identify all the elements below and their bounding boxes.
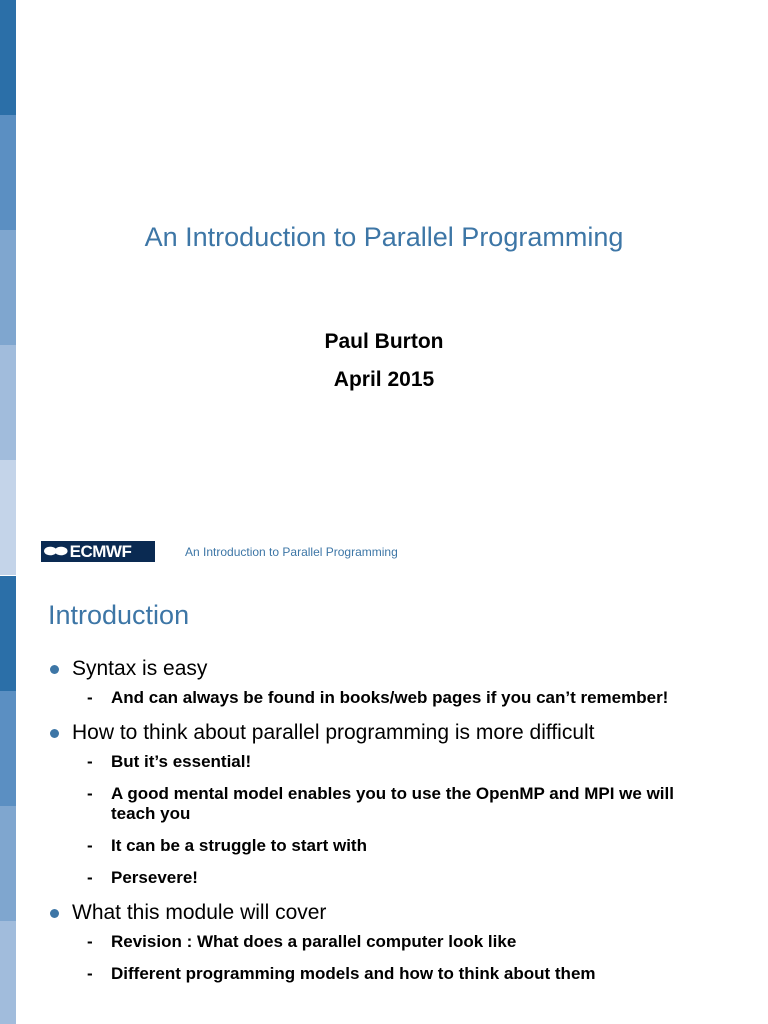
side-bar-segment	[0, 345, 16, 460]
side-bar-segment	[0, 921, 16, 1024]
dash-icon: -	[87, 752, 93, 771]
bullet-item	[48, 656, 748, 708]
dash-icon: -	[87, 964, 93, 983]
dash-icon: -	[87, 688, 93, 707]
logo-text: ECMWF	[69, 541, 132, 561]
sub-bullet-list	[72, 932, 748, 984]
side-bar-segment	[0, 691, 16, 806]
slide-title: An Introduction to Parallel Programming	[144, 222, 624, 252]
side-bar-segment	[0, 806, 16, 921]
bullet-text: Syntax is easy	[72, 657, 208, 680]
bullet-dot-icon	[50, 665, 59, 674]
side-bar-segment	[0, 576, 16, 691]
sub-bullet-item	[72, 752, 721, 772]
side-color-bar	[0, 0, 16, 576]
sub-bullet-text: Different programming models and how to think about them	[111, 964, 596, 983]
side-bar-segment	[0, 460, 16, 575]
sub-bullet-item	[72, 688, 721, 708]
sub-bullet-item	[72, 868, 721, 888]
sub-bullet-text: A good mental model enables you to use the OpenMP and MPI we will teach you	[111, 784, 674, 823]
sub-bullet-text: Persevere!	[111, 868, 198, 887]
bullet-item	[48, 900, 748, 984]
presentation-date: April 2015	[333, 368, 435, 391]
sub-bullet-list	[72, 688, 748, 708]
bullet-item	[48, 720, 748, 888]
side-color-bar	[0, 576, 16, 1024]
logo-mark-icon: ⬬⬬	[44, 543, 66, 560]
bullet-dot-icon	[50, 729, 59, 738]
bullet-text: How to think about parallel programming is more difficult	[72, 721, 595, 744]
sub-bullet-item	[72, 836, 721, 856]
sub-bullet-list	[72, 752, 748, 888]
sub-bullet-item	[72, 932, 721, 952]
side-bar-segment	[0, 115, 16, 230]
bullet-dot-icon	[50, 909, 59, 918]
slide-heading: Introduction	[48, 600, 190, 630]
author-name: Paul Burton	[324, 330, 444, 353]
bullet-text: What this module will cover	[72, 901, 327, 924]
sub-bullet-item	[72, 964, 721, 984]
side-bar-segment	[0, 0, 16, 115]
sub-bullet-item	[72, 784, 721, 824]
bullet-list	[48, 656, 748, 996]
sub-bullet-text: Revision : What does a parallel computer look like	[111, 932, 517, 951]
dash-icon: -	[87, 932, 93, 951]
sub-bullet-text: And can always be found in books/web pages if you can’t remember!	[111, 688, 669, 707]
ecmwf-logo	[41, 541, 155, 562]
content-slide	[0, 576, 768, 1024]
footer-title: An Introduction to Parallel Programming	[185, 545, 398, 559]
sub-bullet-text: But it’s essential!	[111, 752, 252, 771]
dash-icon: -	[87, 784, 93, 803]
dash-icon: -	[87, 868, 93, 887]
dash-icon: -	[87, 836, 93, 855]
sub-bullet-text: It can be a struggle to start with	[111, 836, 367, 855]
